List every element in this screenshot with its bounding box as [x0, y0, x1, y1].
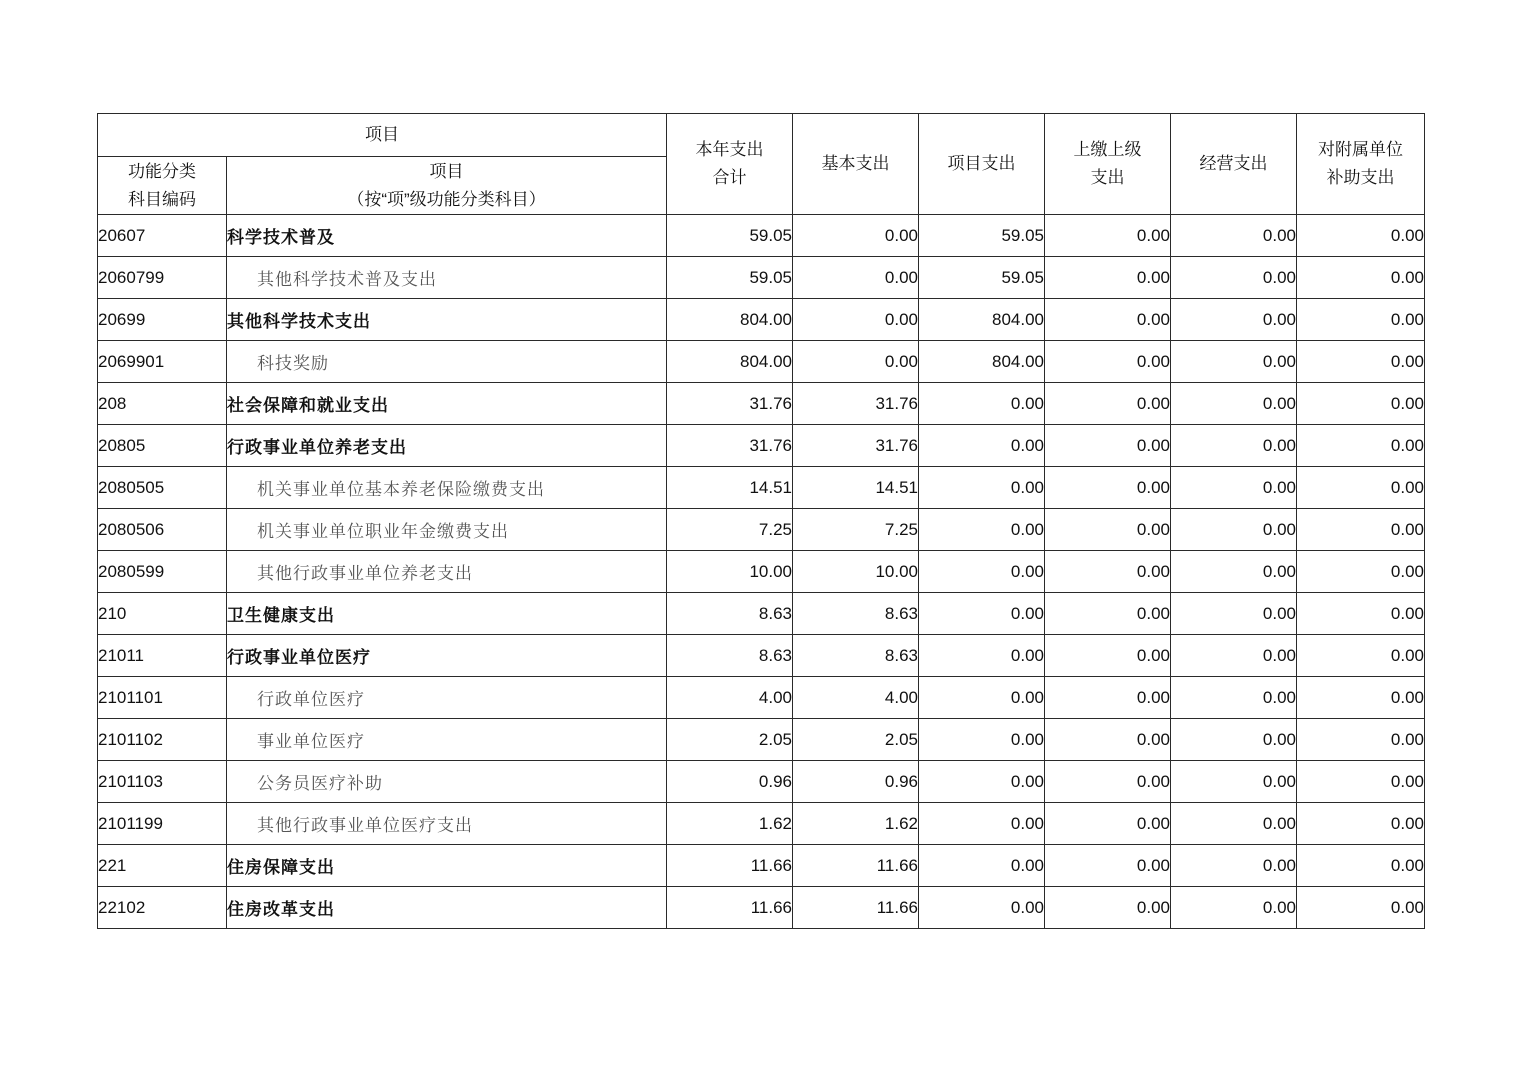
cell-upper: 0.00: [1045, 845, 1171, 887]
cell-name: 公务员医疗补助: [227, 761, 667, 803]
cell-name: 住房保障支出: [227, 845, 667, 887]
cell-basic: 11.66: [793, 845, 919, 887]
header-subsidy: [1297, 114, 1425, 215]
header-upper-line1: 上缴上级: [1073, 140, 1142, 159]
table-row: [98, 467, 1425, 509]
cell-total: 31.76: [667, 425, 793, 467]
table-row: [98, 425, 1425, 467]
cell-operating: 0.00: [1171, 341, 1297, 383]
cell-upper: 0.00: [1045, 803, 1171, 845]
table-row: [98, 677, 1425, 719]
cell-code: 2101199: [98, 803, 227, 845]
cell-code: 22102: [98, 887, 227, 929]
cell-operating: 0.00: [1171, 257, 1297, 299]
cell-total: 804.00: [667, 299, 793, 341]
cell-code: 2069901: [98, 341, 227, 383]
cell-name: 事业单位医疗: [227, 719, 667, 761]
cell-subsidy: 0.00: [1297, 425, 1425, 467]
cell-code: 21011: [98, 635, 227, 677]
cell-name: 其他科学技术普及支出: [227, 257, 667, 299]
cell-subsidy: 0.00: [1297, 467, 1425, 509]
table-row: [98, 299, 1425, 341]
cell-project: 804.00: [919, 299, 1045, 341]
header-name-line2: （按“项”级功能分类科目）: [347, 189, 546, 209]
cell-project: 0.00: [919, 383, 1045, 425]
cell-name: 科学技术普及: [227, 215, 667, 257]
cell-code: 210: [98, 593, 227, 635]
cell-basic: 4.00: [793, 677, 919, 719]
cell-code: 20607: [98, 215, 227, 257]
cell-upper: 0.00: [1045, 635, 1171, 677]
cell-subsidy: 0.00: [1297, 593, 1425, 635]
cell-basic: 11.66: [793, 887, 919, 929]
expenditure-table: [97, 113, 1425, 929]
header-code-line1: 功能分类: [128, 161, 196, 181]
cell-basic: 0.00: [793, 257, 919, 299]
cell-project: 0.00: [919, 845, 1045, 887]
cell-total: 1.62: [667, 803, 793, 845]
cell-operating: 0.00: [1171, 425, 1297, 467]
cell-total: 8.63: [667, 635, 793, 677]
cell-subsidy: 0.00: [1297, 257, 1425, 299]
header-subsidy-line1: 对附属单位: [1318, 140, 1403, 159]
cell-project: 59.05: [919, 257, 1045, 299]
cell-basic: 2.05: [793, 719, 919, 761]
cell-basic: 8.63: [793, 635, 919, 677]
header-name-line1: 项目: [429, 161, 464, 181]
cell-name: 机关事业单位基本养老保险缴费支出: [227, 467, 667, 509]
cell-project: 0.00: [919, 509, 1045, 551]
cell-total: 4.00: [667, 677, 793, 719]
cell-upper: 0.00: [1045, 761, 1171, 803]
cell-name: 机关事业单位职业年金缴费支出: [227, 509, 667, 551]
cell-project: 0.00: [919, 761, 1045, 803]
cell-subsidy: 0.00: [1297, 341, 1425, 383]
cell-subsidy: 0.00: [1297, 635, 1425, 677]
cell-total: 0.96: [667, 761, 793, 803]
cell-operating: 0.00: [1171, 593, 1297, 635]
header-name: [227, 157, 667, 215]
cell-total: 7.25: [667, 509, 793, 551]
header-code: [98, 157, 227, 215]
cell-total: 8.63: [667, 593, 793, 635]
cell-project: 0.00: [919, 719, 1045, 761]
cell-basic: 14.51: [793, 467, 919, 509]
cell-basic: 0.00: [793, 299, 919, 341]
cell-operating: 0.00: [1171, 761, 1297, 803]
cell-basic: 0.00: [793, 215, 919, 257]
cell-subsidy: 0.00: [1297, 761, 1425, 803]
cell-subsidy: 0.00: [1297, 845, 1425, 887]
cell-project: 0.00: [919, 635, 1045, 677]
cell-operating: 0.00: [1171, 845, 1297, 887]
table-row: [98, 257, 1425, 299]
cell-project: 0.00: [919, 551, 1045, 593]
cell-upper: 0.00: [1045, 593, 1171, 635]
header-total: [667, 114, 793, 215]
table-row: [98, 341, 1425, 383]
table-row: [98, 509, 1425, 551]
cell-project: 0.00: [919, 887, 1045, 929]
cell-total: 31.76: [667, 383, 793, 425]
cell-total: 59.05: [667, 257, 793, 299]
cell-basic: 7.25: [793, 509, 919, 551]
cell-code: 20805: [98, 425, 227, 467]
cell-name: 住房改革支出: [227, 887, 667, 929]
header-project: 项目支出: [919, 114, 1045, 215]
cell-name: 科技奖励: [227, 341, 667, 383]
cell-total: 2.05: [667, 719, 793, 761]
cell-operating: 0.00: [1171, 887, 1297, 929]
table-row: [98, 383, 1425, 425]
cell-operating: 0.00: [1171, 467, 1297, 509]
cell-name: 行政单位医疗: [227, 677, 667, 719]
table-row: [98, 845, 1425, 887]
cell-project: 0.00: [919, 467, 1045, 509]
cell-project: 59.05: [919, 215, 1045, 257]
table-row: [98, 761, 1425, 803]
cell-upper: 0.00: [1045, 257, 1171, 299]
cell-project: 0.00: [919, 803, 1045, 845]
table-row: [98, 215, 1425, 257]
cell-total: 14.51: [667, 467, 793, 509]
table-row: [98, 551, 1425, 593]
cell-project: 0.00: [919, 425, 1045, 467]
cell-upper: 0.00: [1045, 509, 1171, 551]
cell-operating: 0.00: [1171, 509, 1297, 551]
cell-project: 804.00: [919, 341, 1045, 383]
cell-operating: 0.00: [1171, 383, 1297, 425]
cell-operating: 0.00: [1171, 677, 1297, 719]
table-body: [98, 215, 1425, 929]
table-row: [98, 635, 1425, 677]
cell-subsidy: 0.00: [1297, 551, 1425, 593]
header-row-top: [98, 114, 1425, 157]
cell-name: 其他行政事业单位养老支出: [227, 551, 667, 593]
cell-operating: 0.00: [1171, 299, 1297, 341]
cell-total: 11.66: [667, 845, 793, 887]
cell-code: 221: [98, 845, 227, 887]
header-operating: 经营支出: [1171, 114, 1297, 215]
cell-project: 0.00: [919, 593, 1045, 635]
table-row: [98, 593, 1425, 635]
cell-total: 804.00: [667, 341, 793, 383]
cell-upper: 0.00: [1045, 215, 1171, 257]
header-code-line2: 科目编码: [128, 189, 196, 209]
cell-basic: 31.76: [793, 383, 919, 425]
cell-operating: 0.00: [1171, 719, 1297, 761]
cell-upper: 0.00: [1045, 383, 1171, 425]
cell-code: 2101102: [98, 719, 227, 761]
cell-name: 社会保障和就业支出: [227, 383, 667, 425]
header-upper: [1045, 114, 1171, 215]
cell-basic: 31.76: [793, 425, 919, 467]
cell-project: 0.00: [919, 677, 1045, 719]
cell-operating: 0.00: [1171, 803, 1297, 845]
cell-basic: 0.00: [793, 341, 919, 383]
cell-basic: 8.63: [793, 593, 919, 635]
cell-name: 其他科学技术支出: [227, 299, 667, 341]
cell-total: 10.00: [667, 551, 793, 593]
cell-upper: 0.00: [1045, 425, 1171, 467]
cell-name: 行政事业单位医疗: [227, 635, 667, 677]
cell-basic: 0.96: [793, 761, 919, 803]
cell-upper: 0.00: [1045, 677, 1171, 719]
cell-code: 2080599: [98, 551, 227, 593]
header-project-group: 项目: [98, 114, 667, 157]
cell-upper: 0.00: [1045, 467, 1171, 509]
cell-code: 2080505: [98, 467, 227, 509]
cell-operating: 0.00: [1171, 551, 1297, 593]
cell-total: 11.66: [667, 887, 793, 929]
cell-upper: 0.00: [1045, 887, 1171, 929]
cell-operating: 0.00: [1171, 635, 1297, 677]
cell-upper: 0.00: [1045, 299, 1171, 341]
cell-code: 2101103: [98, 761, 227, 803]
cell-subsidy: 0.00: [1297, 383, 1425, 425]
cell-name: 其他行政事业单位医疗支出: [227, 803, 667, 845]
header-subsidy-line2: 补助支出: [1326, 168, 1395, 187]
cell-code: 208: [98, 383, 227, 425]
header-total-line1: 本年支出: [695, 140, 764, 159]
cell-upper: 0.00: [1045, 341, 1171, 383]
header-total-line2: 合计: [712, 168, 747, 187]
cell-operating: 0.00: [1171, 215, 1297, 257]
cell-subsidy: 0.00: [1297, 803, 1425, 845]
cell-subsidy: 0.00: [1297, 215, 1425, 257]
cell-name: 卫生健康支出: [227, 593, 667, 635]
cell-upper: 0.00: [1045, 551, 1171, 593]
cell-total: 59.05: [667, 215, 793, 257]
expenditure-table-sheet: [97, 113, 1424, 929]
cell-code: 2060799: [98, 257, 227, 299]
header-upper-line2: 支出: [1090, 168, 1125, 187]
cell-subsidy: 0.00: [1297, 677, 1425, 719]
header-basic: 基本支出: [793, 114, 919, 215]
cell-name: 行政事业单位养老支出: [227, 425, 667, 467]
cell-code: 20699: [98, 299, 227, 341]
table-row: [98, 803, 1425, 845]
cell-code: 2101101: [98, 677, 227, 719]
cell-subsidy: 0.00: [1297, 509, 1425, 551]
cell-basic: 10.00: [793, 551, 919, 593]
cell-basic: 1.62: [793, 803, 919, 845]
cell-code: 2080506: [98, 509, 227, 551]
table-row: [98, 719, 1425, 761]
cell-upper: 0.00: [1045, 719, 1171, 761]
cell-subsidy: 0.00: [1297, 299, 1425, 341]
cell-subsidy: 0.00: [1297, 719, 1425, 761]
table-row: [98, 887, 1425, 929]
cell-subsidy: 0.00: [1297, 887, 1425, 929]
